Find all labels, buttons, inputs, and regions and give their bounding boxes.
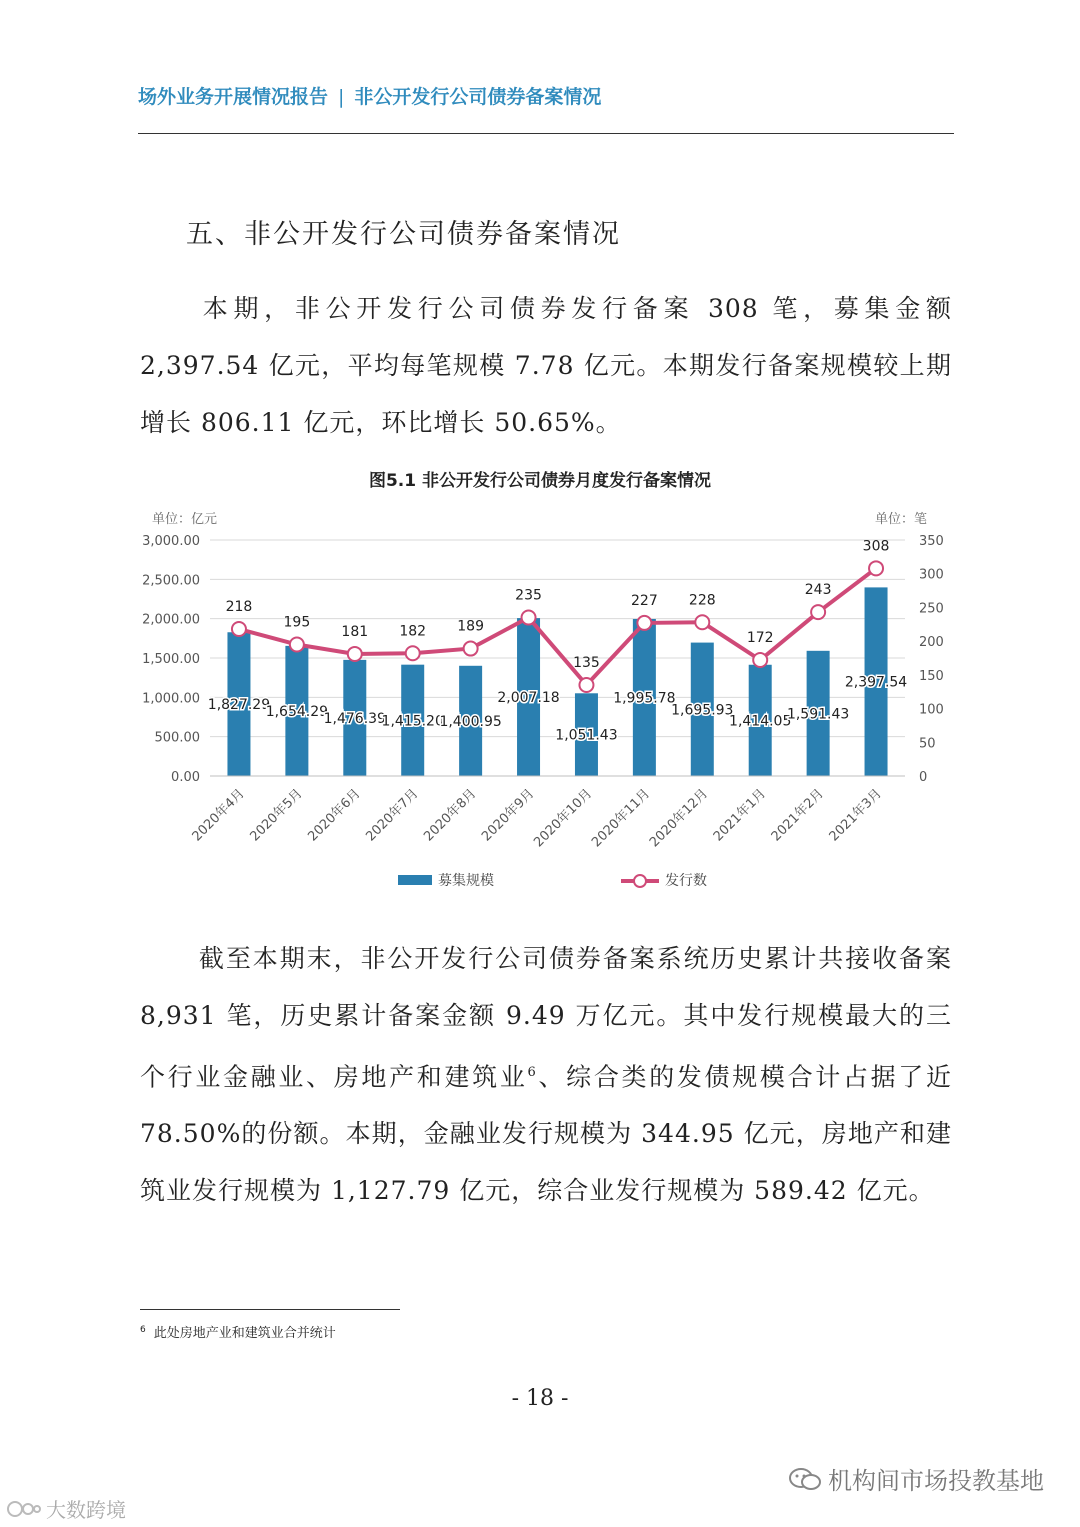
right-axis-tick: 200 bbox=[919, 635, 944, 651]
section-title: 五、非公开发行公司债券备案情况 bbox=[186, 219, 621, 250]
footnote-divider bbox=[140, 1309, 400, 1310]
header-report-title: 场外业务开展情况报告 bbox=[138, 86, 329, 108]
issuance-count-point bbox=[637, 616, 651, 630]
line-value-label: 135 bbox=[573, 654, 600, 671]
right-axis-tick: 50 bbox=[919, 736, 936, 752]
issuance-count-point bbox=[753, 653, 767, 667]
wechat-account-name: 机构间市场投教基地 bbox=[828, 1467, 1044, 1495]
issuance-count-point bbox=[406, 646, 420, 660]
legend-bar-swatch bbox=[398, 875, 432, 885]
line-value-label: 235 bbox=[515, 587, 542, 604]
header-section-title: 非公开发行公司债券备案情况 bbox=[354, 86, 602, 108]
paragraph-cumulative bbox=[140, 930, 952, 1219]
bar-value-label: 1,051.43 bbox=[555, 727, 618, 744]
line-value-label: 227 bbox=[631, 592, 658, 609]
footnote bbox=[140, 1322, 336, 1341]
bar-value-label: 2,007.18 bbox=[497, 690, 560, 707]
line-value-label: 181 bbox=[341, 623, 369, 640]
bar-value-label: 1,695.93 bbox=[671, 702, 734, 719]
issuance-count-point bbox=[579, 678, 593, 692]
line-value-label: 195 bbox=[283, 614, 311, 631]
bar-value-label: 1,995.78 bbox=[613, 690, 676, 707]
line-value-label: 228 bbox=[688, 592, 716, 609]
bar-value-label: 1,415.20 bbox=[381, 713, 444, 730]
right-axis-tick: 0 bbox=[919, 770, 928, 785]
left-axis-tick: 1,500.00 bbox=[142, 652, 200, 667]
paragraph-summary-text: 本期，非公开发行公司债券发行备案 308 笔，募集金额 2,397.54 亿元，平均每笔规模 7.78 亿元。本期发行备案规模较上期增长 806.11 亿元，环比增长 50.65%。 bbox=[140, 294, 952, 437]
issuance-count-point bbox=[811, 605, 825, 619]
page-header bbox=[138, 82, 601, 109]
bar-value-label: 1,414.05 bbox=[729, 713, 792, 730]
bar-value-label: 1,400.95 bbox=[439, 713, 502, 730]
legend-line-marker bbox=[634, 875, 646, 887]
legend-line-label: 发行数 bbox=[665, 873, 707, 889]
footnote-ref: 6 bbox=[527, 1065, 537, 1080]
issuance-count-point bbox=[522, 611, 536, 625]
line-value-label: 243 bbox=[804, 582, 832, 599]
issuance-count-point bbox=[290, 638, 304, 652]
footnote-text: 此处房地产业和建筑业合并统计 bbox=[153, 1326, 336, 1341]
footnote-number: 6 bbox=[140, 1324, 146, 1335]
issuance-count-point bbox=[869, 561, 883, 575]
bar-value-label: 2,397.54 bbox=[844, 674, 908, 691]
monthly-filing-chart bbox=[130, 500, 960, 900]
wechat-watermark bbox=[788, 1461, 1044, 1496]
page-number: - 18 - bbox=[511, 1386, 569, 1411]
left-axis-tick: 2,000.00 bbox=[142, 612, 200, 628]
x-axis-tick: 2020年9月 bbox=[479, 786, 538, 845]
right-axis-tick: 350 bbox=[919, 534, 944, 549]
watermark-left-text: 大数跨境 bbox=[46, 1498, 126, 1522]
right-axis-tick: 100 bbox=[919, 702, 944, 718]
x-axis-tick: 2021年3月 bbox=[826, 786, 885, 845]
right-axis-tick: 150 bbox=[919, 668, 944, 684]
left-axis-tick: 500.00 bbox=[154, 730, 200, 746]
x-axis-tick: 2020年10月 bbox=[531, 786, 596, 851]
x-axis-tick: 2020年7月 bbox=[363, 786, 422, 845]
left-axis-unit: 单位：亿元 bbox=[152, 512, 218, 527]
line-value-label: 189 bbox=[457, 618, 484, 635]
header-separator: | bbox=[338, 86, 345, 108]
corner-watermark bbox=[6, 1494, 126, 1523]
right-axis-tick: 250 bbox=[919, 601, 944, 617]
paragraph-cumulative-text-1: 截至本期末，非公开发行公司债券备案系统历史累计共接收备案 8,931 笔，历史累计备案金额 9.49 万亿元。其中发行规模最大的三个行业金融业、房地产和建筑业 bbox=[140, 944, 952, 1092]
x-axis-tick: 2020年5月 bbox=[247, 786, 306, 845]
legend-bar-label: 募集规模 bbox=[438, 873, 494, 889]
paragraph-summary bbox=[140, 280, 952, 451]
line-value-label: 218 bbox=[225, 599, 253, 616]
line-value-label: 308 bbox=[862, 538, 890, 555]
left-axis-tick: 0.00 bbox=[171, 770, 200, 785]
issuance-count-point bbox=[232, 622, 246, 636]
bar-value-label: 1,827.29 bbox=[207, 697, 271, 714]
right-axis-unit: 单位：笔 bbox=[875, 512, 928, 527]
paragraph-cumulative-text-2: 、综合类的发债规模合计占据了近 78.50%的份额。本期，金融业发行规模为 344.95 亿元，房地产和建筑业发行规模为 1,127.79 亿元，综合业发行规模为 589.42 亿元。 bbox=[140, 1062, 952, 1206]
x-axis-tick: 2020年8月 bbox=[421, 786, 480, 845]
issuance-count-line bbox=[239, 568, 876, 685]
issuance-count-point bbox=[464, 642, 478, 656]
header-divider bbox=[138, 133, 954, 134]
x-axis-tick: 2021年2月 bbox=[768, 786, 827, 845]
line-value-label: 182 bbox=[399, 623, 427, 640]
bar-value-label: 1,654.29 bbox=[265, 703, 329, 720]
bar-value-label: 1,591.43 bbox=[786, 706, 850, 723]
line-value-label: 172 bbox=[746, 630, 774, 647]
x-axis-tick: 2020年6月 bbox=[305, 786, 364, 845]
bar-value-label: 1,476.39 bbox=[323, 710, 386, 727]
left-axis-tick: 2,500.00 bbox=[142, 573, 200, 589]
left-axis-tick: 1,000.00 bbox=[142, 691, 200, 707]
issuance-count-point bbox=[348, 647, 362, 661]
wechat-icon bbox=[788, 1467, 822, 1491]
x-axis-tick: 2020年11月 bbox=[589, 786, 654, 851]
right-axis-tick: 300 bbox=[919, 567, 944, 583]
watermark-logo-icon bbox=[6, 1498, 42, 1520]
x-axis-tick: 2020年4月 bbox=[189, 786, 248, 845]
left-axis-tick: 3,000.00 bbox=[142, 534, 200, 549]
x-axis-tick: 2021年1月 bbox=[710, 786, 770, 845]
issuance-count-point bbox=[695, 615, 709, 629]
figure-caption: 图5.1 非公开发行公司债券月度发行备案情况 bbox=[368, 471, 712, 491]
x-axis-tick: 2020年12月 bbox=[647, 786, 712, 851]
